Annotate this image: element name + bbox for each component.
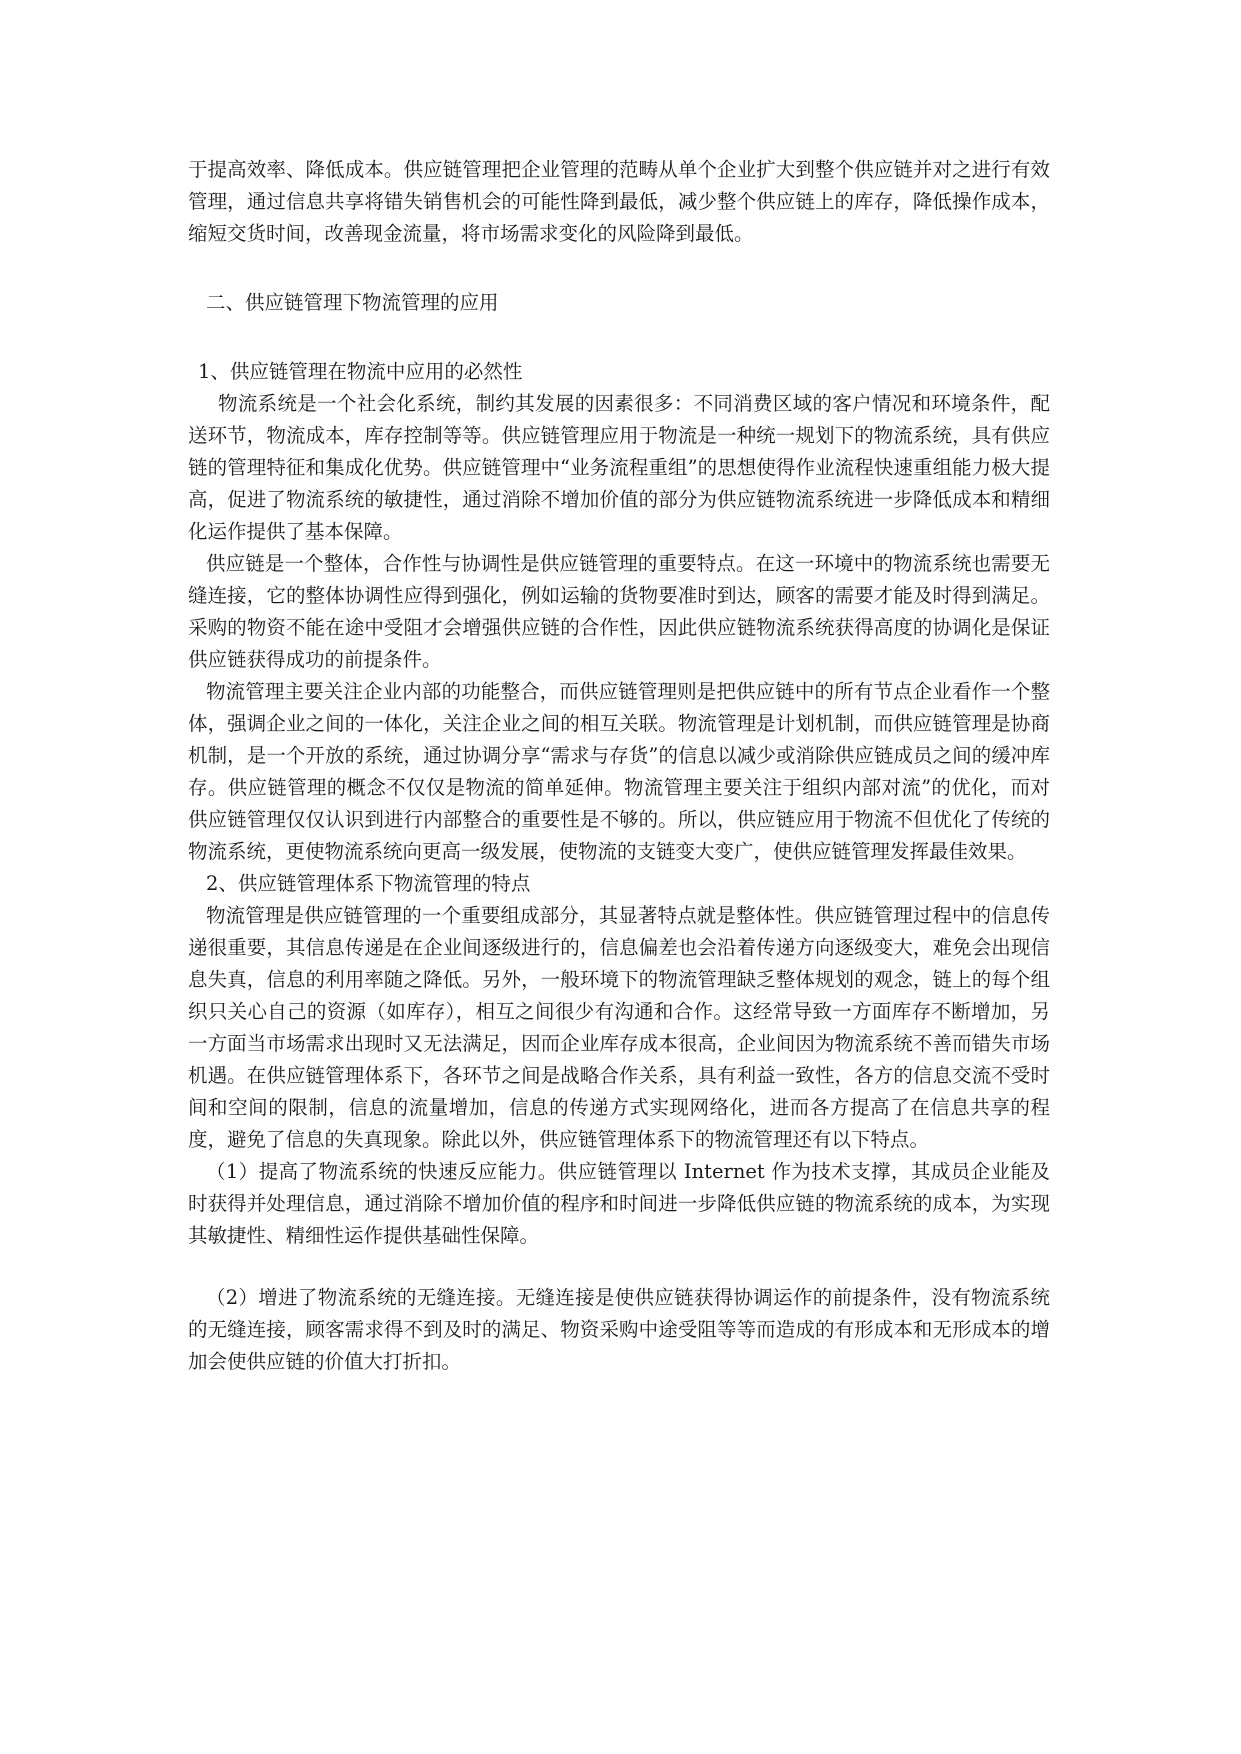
list-item-2: （2）增进了物流系统的无缝连接。无缝连接是使供应链获得协调运作的前提条件，没有物流系统的无缝连接，顾客需求得不到及时的满足、物资采购中途受阻等等而造成的有形成本和无形成本的增加会使供应链的价值大打折扣。 — [188, 1286, 1050, 1373]
subsection-heading-1: 1、供应链管理在物流中应用的必然性 — [198, 360, 523, 383]
subsection-heading-2: 2、供应链管理体系下物流管理的特点 — [206, 872, 531, 895]
intro-paragraph: 于提高效率、降低成本。供应链管理把企业管理的范畴从单个企业扩大到整个供应链并对之进行有效管理，通过信息共享将错失销售机会的可能性降到最低，减少整个供应链上的库存，降低操作成本，缩短交货时间，改善现金流量，将市场需求变化的风险降到最低。 — [188, 158, 1050, 245]
paragraph-2: 供应链是一个整体，合作性与协调性是供应链管理的重要特点。在这一环境中的物流系统也需要无缝连接，它的整体协调性应得到强化，例如运输的货物要准时到达，顾客的需要才能及时得到满足。采购的物资不能在途中受阻才会增强供应链的合作性，因此供应链物流系统获得高度的协调化是保证供应链获得成功的前提条件。 — [188, 552, 1050, 671]
paragraph-4: 物流管理是供应链管理的一个重要组成部分，其显著特点就是整体性。供应链管理过程中的信息传递很重要，其信息传递是在企业间逐级进行的，信息偏差也会沿着传递方向逐级变大，难免会出现信息失真，信息的利用率随之降低。另外，一般环境下的物流管理缺乏整体规划的观念，链上的每个组织只关心自己的资源（如库存），相互之间很少有沟通和合作。这经常导致一方面库存不断增加，另一方面当市场需求出现时又无法满足，因而企业库存成本很高，企业间因为物流系统不善而错失市场机遇。在供应链管理体系下，各环节之间是战略合作关系，具有利益一致性，各方的信息交流不受时间和空间的限制，信息的流量增加，信息的传递方式实现网络化，进而各方提高了在信息共享的程度，避免了信息的失真现象。除此以外，供应链管理体系下的物流管理还有以下特点。 — [188, 904, 1050, 1151]
paragraph-1: 物流系统是一个社会化系统，制约其发展的因素很多：不同消费区域的客户情况和环境条件，配送环节，物流成本，库存控制等等。供应链管理应用于物流是一种统一规划下的物流系统，具有供应链的管理特征和集成化优势。供应链管理中“业务流程重组”的思想使得作业流程快速重组能力极大提高，促进了物流系统的敏捷性，通过消除不增加价值的部分为供应链物流系统进一步降低成本和精细化运作提供了基本保障。 — [188, 392, 1050, 543]
document-body — [188, 154, 1050, 1378]
paragraph-3: 物流管理主要关注企业内部的功能整合，而供应链管理则是把供应链中的所有节点企业看作一个整体，强调企业之间的一体化，关注企业之间的相互关联。物流管理是计划机制，而供应链管理是协商机制，是一个开放的系统，通过协调分享“需求与存货”的信息以减少或消除供应链成员之间的缓冲库存。供应链管理的概念不仅仅是物流的简单延伸。物流管理主要关注于组织内部对流”的优化，而对供应链管理仅仅认识到进行内部整合的重要性是不够的。所以，供应链应用于物流不但优化了传统的物流系统，更使物流系统向更高一级发展，使物流的支链变大变广，使供应链管理发挥最佳效果。 — [188, 680, 1050, 863]
list-item-1: （1）提高了物流系统的快速反应能力。供应链管理以 Internet 作为技术支撑，其成员企业能及时获得并处理信息，通过消除不增加价值的程序和时间进一步降低供应链的物流系统的成本，为实现其敏捷性、精细性运作提供基础性保障。 — [188, 1160, 1050, 1247]
section-heading: 二、供应链管理下物流管理的应用 — [206, 291, 499, 314]
